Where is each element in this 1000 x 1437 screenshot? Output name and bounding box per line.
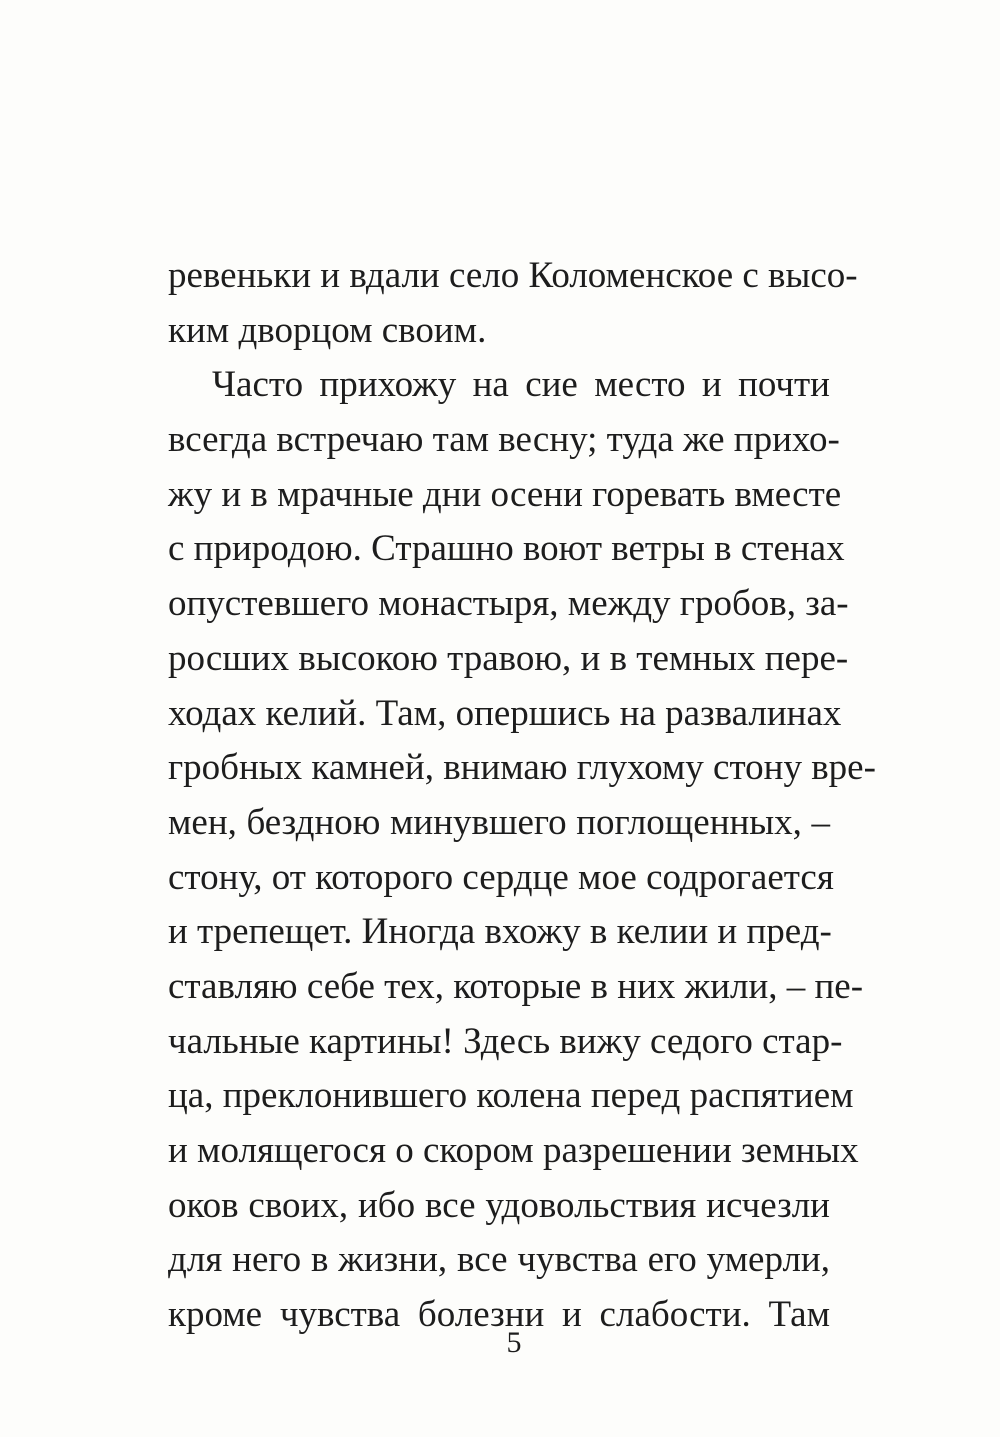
text-line: и молящегося о скором разрешении земных	[168, 1130, 859, 1171]
text-line: чальные картины! Здесь вижу седого стар-	[168, 1020, 843, 1062]
text-line: всегда встречаю там весну; туда же прихо-	[168, 419, 840, 461]
text-line: росших высокою травою, и в темных пере-	[168, 637, 849, 679]
text-line: ставляю себе тех, которые в них жили, – пе-	[168, 965, 864, 1007]
text-line: и трепещет. Иногда вхожу в келии и пред-	[168, 911, 832, 953]
text-line: оков своих, ибо все удовольствия исчезли	[168, 1184, 830, 1226]
text-line: кроме чувства болезни и слабости. Там	[168, 1294, 830, 1336]
text-line: гробных камней, внимаю глухому стону вре-	[168, 747, 876, 789]
page-number: 5	[506, 1326, 522, 1359]
text-line: опустевшего монастыря, между гробов, за-	[168, 583, 849, 625]
text-line: ца, преклонившего колена перед распятием	[168, 1075, 854, 1117]
text-line: мен, бездною минувшего поглощенных, –	[168, 801, 830, 843]
text-line: ревеньки и вдали село Коломенское с высо-	[168, 255, 858, 296]
text-line: ким дворцом своим.	[168, 309, 487, 351]
text-line: ходах келий. Там, опершись на развалинах	[168, 692, 842, 734]
text-line: стону, от которого сердце мое содрогается	[168, 856, 834, 898]
text-line: жу и в мрачные дни осени горевать вместе	[168, 473, 842, 515]
body-text	[168, 249, 876, 1343]
paragraph-first-line: Часто прихожу на сие место и почти	[212, 364, 830, 406]
text-line: с природою. Страшно воют ветры в стенах	[168, 528, 845, 570]
text-line: для него в жизни, все чувства его умерли,	[168, 1239, 830, 1281]
